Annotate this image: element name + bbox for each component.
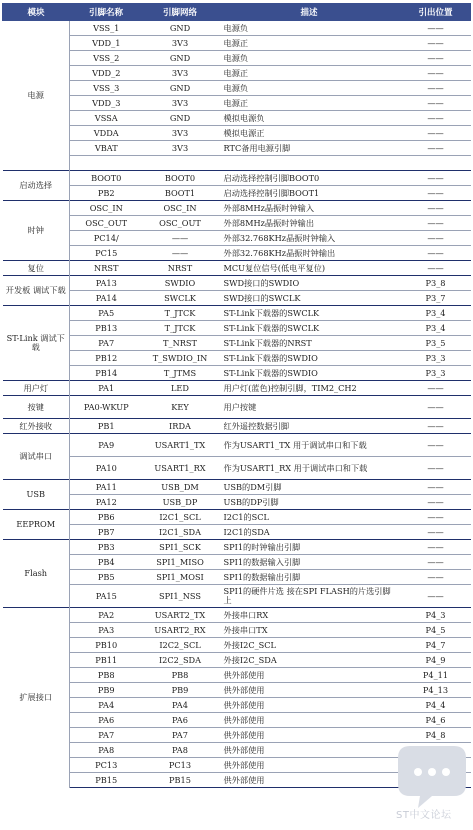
module-cell: 时钟	[3, 201, 70, 261]
pin-net-cell: BOOT0	[143, 171, 218, 186]
table-row	[3, 623, 471, 638]
position-cell: P4_3	[401, 608, 471, 623]
position-cell: P4_5	[401, 623, 471, 638]
module-cell: ST-Link 调试下载	[3, 306, 70, 381]
description-cell: SPI1的数据输出引脚	[218, 570, 401, 585]
pin-net-cell: GND	[143, 111, 218, 126]
pin-net-cell: I2C1_SCL	[143, 510, 218, 525]
position-cell: ——	[401, 36, 471, 51]
pin-name-cell: VSSA	[70, 111, 143, 126]
position-cell: ——	[401, 186, 471, 201]
module-cell: 复位	[3, 261, 70, 276]
table-row	[3, 555, 471, 570]
description-cell: 电源负	[218, 81, 401, 96]
description-cell: 作为USART1_TX 用于调试串口和下载	[218, 434, 401, 457]
description-cell: SPI1的硬件片选 接在SPI FLASH的片选引脚上	[218, 585, 401, 608]
table-row	[3, 540, 471, 555]
position-cell: ——	[401, 480, 471, 495]
table-row	[3, 96, 471, 111]
pin-net-cell: T_JTMS	[143, 366, 218, 381]
pin-net-cell: 3V3	[143, 66, 218, 81]
pin-net-cell: PA7	[143, 728, 218, 743]
header-pin-name: 引脚名称	[70, 4, 143, 21]
table-row	[3, 126, 471, 141]
pin-name-cell: PA7	[70, 728, 143, 743]
position-cell: ——	[401, 231, 471, 246]
position-cell: ——	[401, 96, 471, 111]
header-pin-net: 引脚网络	[143, 4, 218, 21]
pin-name-cell: VBAT	[70, 141, 143, 156]
module-cell: 电源	[3, 21, 70, 171]
module-cell: Flash	[3, 540, 70, 608]
pin-name-cell: PB1	[70, 419, 143, 434]
table-row	[3, 81, 471, 96]
description-cell: 外接I2C_SDA	[218, 653, 401, 668]
pin-net-cell: USART1_TX	[143, 434, 218, 457]
description-cell: ST-Link下载器的SWDIO	[218, 366, 401, 381]
pin-name-cell: PC14/	[70, 231, 143, 246]
position-cell: P4_13	[401, 683, 471, 698]
position-cell: ——	[401, 216, 471, 231]
position-cell: ——	[401, 171, 471, 186]
description-cell: I2C1的SCL	[218, 510, 401, 525]
description-cell: 供外部使用	[218, 773, 401, 788]
pin-net-cell: USART2_TX	[143, 608, 218, 623]
pin-name-cell: PA3	[70, 623, 143, 638]
description-cell: SWD接口的SWDIO	[218, 276, 401, 291]
pin-name-cell: VDDA	[70, 126, 143, 141]
module-cell: EEPROM	[3, 510, 70, 540]
pin-name-cell: PB13	[70, 321, 143, 336]
position-cell: P3_3	[401, 366, 471, 381]
table-row	[3, 653, 471, 668]
pin-net-cell: PA8	[143, 743, 218, 758]
description-cell: 外接串口RX	[218, 608, 401, 623]
description-cell: 供外部使用	[218, 668, 401, 683]
table-row	[3, 306, 471, 321]
pin-net-cell: PA4	[143, 698, 218, 713]
pin-net-cell: KEY	[143, 396, 218, 419]
pin-name-cell: PA15	[70, 585, 143, 608]
table-header-row	[3, 4, 471, 21]
pin-name-cell: PB8	[70, 668, 143, 683]
description-cell: ST-Link下载器的SWCLK	[218, 306, 401, 321]
pin-net-cell: 3V3	[143, 141, 218, 156]
table-row	[3, 351, 471, 366]
pin-name-cell: VDD_3	[70, 96, 143, 111]
pin-name-cell: PB2	[70, 186, 143, 201]
pin-name-cell: BOOT0	[70, 171, 143, 186]
table-row	[3, 638, 471, 653]
position-cell: P4_9	[401, 653, 471, 668]
description-cell: 用户灯(蓝色)控制引脚，TIM2_CH2	[218, 381, 401, 396]
table-row	[3, 419, 471, 434]
pin-net-cell: SPI1_NSS	[143, 585, 218, 608]
module-cell: 按键	[3, 396, 70, 419]
pin-net-cell: OSC_IN	[143, 201, 218, 216]
pin-net-cell: GND	[143, 81, 218, 96]
table-row	[3, 698, 471, 713]
pin-name-cell: VDD_2	[70, 66, 143, 81]
table-row	[3, 36, 471, 51]
position-cell: P4_6	[401, 713, 471, 728]
description-cell: 外部8MHz晶振时钟输出	[218, 216, 401, 231]
table-row	[3, 186, 471, 201]
pin-net-cell: T_NRST	[143, 336, 218, 351]
position-cell	[401, 156, 471, 171]
description-cell: 红外遥控数据引脚	[218, 419, 401, 434]
pin-net-cell: SWDIO	[143, 276, 218, 291]
description-cell: 作为USART1_RX 用于调试串口和下载	[218, 457, 401, 480]
pin-name-cell: PB11	[70, 653, 143, 668]
table-row	[3, 495, 471, 510]
pin-name-cell: VSS_3	[70, 81, 143, 96]
table-row	[3, 141, 471, 156]
pin-net-cell	[143, 156, 218, 171]
position-cell: ——	[401, 201, 471, 216]
description-cell: 供外部使用	[218, 683, 401, 698]
pin-name-cell: PB14	[70, 366, 143, 381]
pin-net-cell: LED	[143, 381, 218, 396]
pin-name-cell: PA11	[70, 480, 143, 495]
pin-name-cell: PB10	[70, 638, 143, 653]
pin-net-cell: SPI1_MOSI	[143, 570, 218, 585]
description-cell: 电源负	[218, 51, 401, 66]
table-row	[3, 713, 471, 728]
pin-name-cell: PA2	[70, 608, 143, 623]
pin-name-cell: PA14	[70, 291, 143, 306]
table-row	[3, 111, 471, 126]
pin-net-cell: T_JTCK	[143, 321, 218, 336]
pin-name-cell: OSC_OUT	[70, 216, 143, 231]
description-cell: 外接串口TX	[218, 623, 401, 638]
pin-name-cell: NRST	[70, 261, 143, 276]
position-cell: ——	[401, 540, 471, 555]
table-row	[3, 156, 471, 171]
position-cell: ——	[401, 381, 471, 396]
header-description: 描述	[218, 4, 401, 21]
description-cell: 供外部使用	[218, 758, 401, 773]
position-cell: ——	[401, 434, 471, 457]
position-cell: ——	[401, 126, 471, 141]
table-row	[3, 396, 471, 419]
position-cell: ——	[401, 396, 471, 419]
description-cell: 用户按键	[218, 396, 401, 419]
pin-name-cell: PB9	[70, 683, 143, 698]
table-row	[3, 457, 471, 480]
pin-net-cell: OSC_OUT	[143, 216, 218, 231]
position-cell: P3_4	[401, 306, 471, 321]
description-cell: 模拟电源负	[218, 111, 401, 126]
position-cell: ——	[401, 510, 471, 525]
description-cell: ST-Link下载器的NRST	[218, 336, 401, 351]
table-row	[3, 321, 471, 336]
pin-name-cell: VDD_1	[70, 36, 143, 51]
position-cell: ——	[401, 457, 471, 480]
description-cell: 供外部使用	[218, 743, 401, 758]
pin-name-cell: PA0-WKUP	[70, 396, 143, 419]
pin-net-cell: 3V3	[143, 36, 218, 51]
description-cell: 供外部使用	[218, 698, 401, 713]
table-row	[3, 231, 471, 246]
position-cell: ——	[401, 141, 471, 156]
position-cell: ——	[401, 246, 471, 261]
position-cell: ——	[401, 585, 471, 608]
description-cell: MCU复位信号(低电平复位)	[218, 261, 401, 276]
pin-net-cell: PB9	[143, 683, 218, 698]
description-cell: 外接I2C_SCL	[218, 638, 401, 653]
table-row	[3, 525, 471, 540]
pin-name-cell: VSS_1	[70, 21, 143, 36]
description-cell: ST-Link下载器的SWDIO	[218, 351, 401, 366]
position-cell: P4_4	[401, 698, 471, 713]
position-cell: ——	[401, 419, 471, 434]
description-cell: 模拟电源正	[218, 126, 401, 141]
position-cell: ——	[401, 111, 471, 126]
pin-name-cell: PA10	[70, 457, 143, 480]
header-module: 模块	[3, 4, 70, 21]
header-position: 引出位置	[401, 4, 471, 21]
pin-net-cell: PA6	[143, 713, 218, 728]
table-row	[3, 336, 471, 351]
table-row	[3, 510, 471, 525]
pin-name-cell: PA7	[70, 336, 143, 351]
description-cell: 电源正	[218, 96, 401, 111]
pin-name-cell: PB4	[70, 555, 143, 570]
forum-watermark-text: ST中文论坛	[396, 810, 452, 821]
pin-net-cell: T_SWDIO_IN	[143, 351, 218, 366]
table-row	[3, 246, 471, 261]
pin-name-cell: PB15	[70, 773, 143, 788]
pin-net-cell: SPI1_MISO	[143, 555, 218, 570]
description-cell: 电源正	[218, 36, 401, 51]
pin-net-cell: 3V3	[143, 126, 218, 141]
table-row	[3, 668, 471, 683]
module-cell: 用户灯	[3, 381, 70, 396]
table-row	[3, 276, 471, 291]
table-row	[3, 51, 471, 66]
table-row	[3, 216, 471, 231]
pin-name-cell: PA12	[70, 495, 143, 510]
module-cell: 扩展接口	[3, 608, 70, 788]
pin-name-cell: PA13	[70, 276, 143, 291]
description-cell: I2C1的SDA	[218, 525, 401, 540]
pin-name-cell: PB6	[70, 510, 143, 525]
table-row	[3, 366, 471, 381]
position-cell: P3_8	[401, 276, 471, 291]
table-row	[3, 21, 471, 36]
description-cell: 外部8MHz晶振时钟输入	[218, 201, 401, 216]
pin-net-cell: ——	[143, 246, 218, 261]
table-row	[3, 585, 471, 608]
pin-name-cell: PA6	[70, 713, 143, 728]
pin-name-cell: PA5	[70, 306, 143, 321]
table-row	[3, 291, 471, 306]
description-cell: SWD接口的SWCLK	[218, 291, 401, 306]
table-row	[3, 381, 471, 396]
pin-net-cell: 3V3	[143, 96, 218, 111]
table-row	[3, 66, 471, 81]
pin-net-cell: T_JTCK	[143, 306, 218, 321]
pin-net-cell: GND	[143, 51, 218, 66]
table-body	[3, 21, 471, 788]
pin-name-cell: PC15	[70, 246, 143, 261]
table-row	[3, 434, 471, 457]
pin-net-cell: BOOT1	[143, 186, 218, 201]
table-row	[3, 683, 471, 698]
pin-net-cell: USB_DM	[143, 480, 218, 495]
description-cell: 供外部使用	[218, 713, 401, 728]
table-row	[3, 171, 471, 186]
position-cell: ——	[401, 495, 471, 510]
description-cell: 电源正	[218, 66, 401, 81]
pin-net-cell: SPI1_SCK	[143, 540, 218, 555]
position-cell: ——	[401, 66, 471, 81]
pin-net-cell: I2C1_SDA	[143, 525, 218, 540]
pin-name-cell: PB12	[70, 351, 143, 366]
position-cell: ——	[401, 555, 471, 570]
pin-net-cell: IRDA	[143, 419, 218, 434]
pin-net-cell: I2C2_SCL	[143, 638, 218, 653]
module-cell: 红外接收	[3, 419, 70, 434]
pin-net-cell: ——	[143, 231, 218, 246]
module-cell: USB	[3, 480, 70, 510]
position-cell: ——	[401, 51, 471, 66]
pin-name-cell: PB7	[70, 525, 143, 540]
pin-name-cell: PA9	[70, 434, 143, 457]
pin-name-cell: PB3	[70, 540, 143, 555]
table-row	[3, 480, 471, 495]
table-row	[3, 608, 471, 623]
position-cell: ——	[401, 570, 471, 585]
pin-name-cell: VSS_2	[70, 51, 143, 66]
description-cell: 启动选择控制引脚BOOT1	[218, 186, 401, 201]
position-cell: P3_4	[401, 321, 471, 336]
pin-name-cell: PB5	[70, 570, 143, 585]
description-cell: USB的DP引脚	[218, 495, 401, 510]
pin-name-cell: PA8	[70, 743, 143, 758]
description-cell: SPI1的数据输入引脚	[218, 555, 401, 570]
pin-net-cell: GND	[143, 21, 218, 36]
description-cell: SPI1的时钟输出引脚	[218, 540, 401, 555]
pin-net-cell: PC13	[143, 758, 218, 773]
pin-net-cell: PB15	[143, 773, 218, 788]
pin-assignment-table	[2, 3, 471, 788]
description-cell: 启动选择控制引脚BOOT0	[218, 171, 401, 186]
position-cell: ——	[401, 81, 471, 96]
description-cell: RTC备用电源引脚	[218, 141, 401, 156]
position-cell: P3_7	[401, 291, 471, 306]
table-row	[3, 201, 471, 216]
module-cell: 开发板 调试下载	[3, 276, 70, 306]
pin-name-cell: PC13	[70, 758, 143, 773]
module-cell: 启动选择	[3, 171, 70, 201]
description-cell: ST-Link下载器的SWCLK	[218, 321, 401, 336]
description-cell: 电源负	[218, 21, 401, 36]
table-row	[3, 570, 471, 585]
pin-net-cell: USART2_RX	[143, 623, 218, 638]
pin-net-cell: PB8	[143, 668, 218, 683]
pin-net-cell: SWCLK	[143, 291, 218, 306]
position-cell: P4_8	[401, 728, 471, 743]
description-cell: USB的DM引脚	[218, 480, 401, 495]
pin-name-cell: PA4	[70, 698, 143, 713]
position-cell: ——	[401, 261, 471, 276]
position-cell: ——	[401, 21, 471, 36]
position-cell: ——	[401, 525, 471, 540]
description-cell: 外部32.768KHz晶振时钟输出	[218, 246, 401, 261]
table-row	[3, 261, 471, 276]
position-cell: P4_11	[401, 668, 471, 683]
pin-net-cell: NRST	[143, 261, 218, 276]
description-cell	[218, 156, 401, 171]
pin-net-cell: USB_DP	[143, 495, 218, 510]
description-cell: 外部32.768KHz晶振时钟输入	[218, 231, 401, 246]
pin-net-cell: USART1_RX	[143, 457, 218, 480]
module-cell: 调试串口	[3, 434, 70, 480]
position-cell: P4_7	[401, 638, 471, 653]
pin-name-cell: PA1	[70, 381, 143, 396]
position-cell: P3_3	[401, 351, 471, 366]
position-cell: P3_5	[401, 336, 471, 351]
pin-name-cell: OSC_IN	[70, 201, 143, 216]
pin-name-cell	[70, 156, 143, 171]
description-cell: 供外部使用	[218, 728, 401, 743]
pin-net-cell: I2C2_SDA	[143, 653, 218, 668]
